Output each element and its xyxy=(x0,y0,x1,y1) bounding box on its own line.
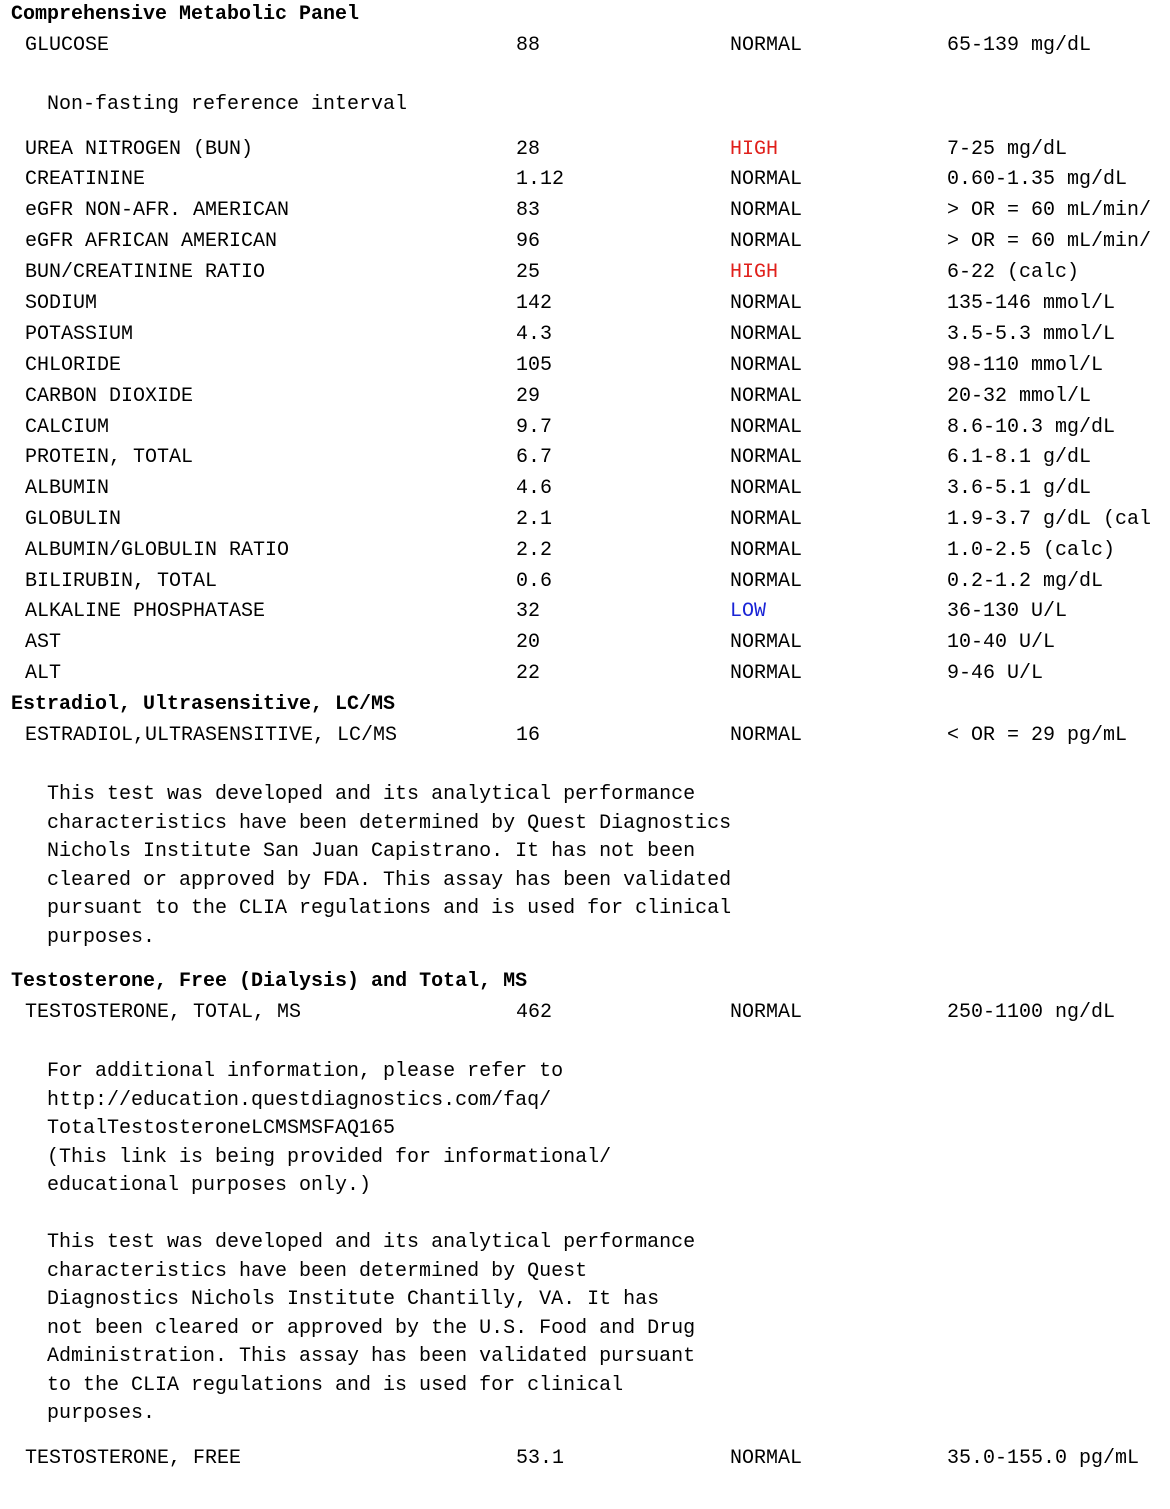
reference-range: 0.60-1.35 mg/dL xyxy=(947,168,1128,191)
section-title-cmp: Comprehensive Metabolic Panel xyxy=(11,3,360,26)
reference-range: 36-130 U/L xyxy=(947,600,1068,623)
result-row-potassium xyxy=(0,321,1116,349)
result-flag: NORMAL xyxy=(730,1447,803,1470)
note-line: Diagnostics Nichols Institute Chantilly, VA. It has xyxy=(47,1288,660,1311)
note-line: For additional information, please refer to xyxy=(47,1060,564,1083)
result-row-chloride xyxy=(0,352,1104,380)
test-name: eGFR NON-AFR. AMERICAN xyxy=(25,199,290,222)
test-name: AST xyxy=(25,631,62,654)
result-row-egfr-afr xyxy=(0,228,1152,256)
result-flag-low: LOW xyxy=(730,600,767,623)
result-value: 22 xyxy=(516,662,541,685)
reference-range: 20-32 mmol/L xyxy=(947,385,1092,408)
reference-range: 7-25 mg/dL xyxy=(947,138,1068,161)
reference-range: > OR = 60 mL/min/ xyxy=(947,230,1152,253)
result-flag: NORMAL xyxy=(730,34,803,57)
test-name: GLUCOSE xyxy=(25,34,110,57)
result-value: 2.2 xyxy=(516,539,553,562)
reference-range: < OR = 29 pg/mL xyxy=(947,724,1128,747)
test-name: ALKALINE PHOSPHATASE xyxy=(25,600,266,623)
note-link-line: http://education.questdiagnostics.com/faq/ xyxy=(47,1089,552,1112)
reference-range: 1.9-3.7 g/dL (cal xyxy=(947,508,1152,531)
result-value: 9.7 xyxy=(516,416,553,439)
note-line: Administration. This assay has been validated pursuant xyxy=(47,1345,696,1368)
result-row-alkaline-phosphatase xyxy=(0,598,1068,626)
result-value: 16 xyxy=(516,724,541,747)
note-line: characteristics have been determined by Quest xyxy=(47,1260,588,1283)
result-flag: NORMAL xyxy=(730,385,803,408)
note-line: purposes. xyxy=(47,926,156,949)
reference-range: 6-22 (calc) xyxy=(947,261,1080,284)
result-value: 29 xyxy=(516,385,541,408)
note-line: characteristics have been determined by Quest Diagnostics xyxy=(47,812,732,835)
result-flag-high: HIGH xyxy=(730,261,779,284)
test-name: ALT xyxy=(25,662,62,685)
section-title-testosterone: Testosterone, Free (Dialysis) and Total, MS xyxy=(11,970,528,993)
test-name: PROTEIN, TOTAL xyxy=(25,446,194,469)
result-row-bilirubin-total xyxy=(0,568,1104,596)
test-name: ESTRADIOL,ULTRASENSITIVE, LC/MS xyxy=(25,724,398,747)
result-value: 2.1 xyxy=(516,508,553,531)
test-name: GLOBULIN xyxy=(25,508,122,531)
result-row-protein-total xyxy=(0,444,1092,472)
note-line: cleared or approved by FDA. This assay has been validated xyxy=(47,869,732,892)
result-flag: NORMAL xyxy=(730,230,803,253)
reference-range: 3.5-5.3 mmol/L xyxy=(947,323,1116,346)
test-name: CHLORIDE xyxy=(25,354,122,377)
note-line: to the CLIA regulations and is used for clinical xyxy=(47,1374,624,1397)
result-value: 142 xyxy=(516,292,553,315)
note-line: Nichols Institute San Juan Capistrano. It has not been xyxy=(47,840,696,863)
reference-range: 0.2-1.2 mg/dL xyxy=(947,570,1104,593)
reference-range: > OR = 60 mL/min/ xyxy=(947,199,1152,222)
reference-range: 8.6-10.3 mg/dL xyxy=(947,416,1116,439)
result-value: 28 xyxy=(516,138,541,161)
result-flag: NORMAL xyxy=(730,199,803,222)
result-row-calcium xyxy=(0,414,1116,442)
result-value: 88 xyxy=(516,34,541,57)
result-flag: NORMAL xyxy=(730,508,803,531)
result-row-globulin xyxy=(0,506,1152,534)
test-name: BILIRUBIN, TOTAL xyxy=(25,570,218,593)
result-flag: NORMAL xyxy=(730,354,803,377)
result-row-albumin xyxy=(0,475,1092,503)
reference-range: 9-46 U/L xyxy=(947,662,1044,685)
result-row-carbon-dioxide xyxy=(0,383,1092,411)
result-row-creatinine xyxy=(0,166,1128,194)
result-value: 0.6 xyxy=(516,570,553,593)
reference-range: 3.6-5.1 g/dL xyxy=(947,477,1092,500)
reference-range: 98-110 mmol/L xyxy=(947,354,1104,377)
result-flag: NORMAL xyxy=(730,539,803,562)
note-line: purposes. xyxy=(47,1402,156,1425)
result-value: 105 xyxy=(516,354,553,377)
result-row-estradiol xyxy=(0,722,1128,750)
test-name: eGFR AFRICAN AMERICAN xyxy=(25,230,278,253)
result-flag: NORMAL xyxy=(730,168,803,191)
result-row-ast xyxy=(0,629,1056,657)
result-flag: NORMAL xyxy=(730,1001,803,1024)
test-name: CREATININE xyxy=(25,168,146,191)
test-name: CALCIUM xyxy=(25,416,110,439)
reference-range: 35.0-155.0 pg/mL xyxy=(947,1447,1140,1470)
result-row-egfr-non-afr xyxy=(0,197,1152,225)
result-flag: NORMAL xyxy=(730,416,803,439)
reference-range: 135-146 mmol/L xyxy=(947,292,1116,315)
reference-range: 10-40 U/L xyxy=(947,631,1056,654)
result-row-testosterone-free xyxy=(0,1445,1140,1473)
result-row-testosterone-total xyxy=(0,999,1116,1027)
result-value: 1.12 xyxy=(516,168,565,191)
result-value: 462 xyxy=(516,1001,553,1024)
result-flag: NORMAL xyxy=(730,477,803,500)
note-line: Non-fasting reference interval xyxy=(47,93,408,116)
result-value: 83 xyxy=(516,199,541,222)
test-name: TESTOSTERONE, TOTAL, MS xyxy=(25,1001,302,1024)
result-row-albumin-globulin-ratio xyxy=(0,537,1116,565)
reference-range: 250-1100 ng/dL xyxy=(947,1001,1116,1024)
reference-range: 65-139 mg/dL xyxy=(947,34,1092,57)
result-row-alt xyxy=(0,660,1044,688)
result-row-glucose xyxy=(0,32,1092,60)
result-value: 4.3 xyxy=(516,323,553,346)
result-flag: NORMAL xyxy=(730,446,803,469)
test-name: ALBUMIN/GLOBULIN RATIO xyxy=(25,539,290,562)
result-value: 96 xyxy=(516,230,541,253)
note-line: not been cleared or approved by the U.S. Food and Drug xyxy=(47,1317,696,1340)
test-name: ALBUMIN xyxy=(25,477,110,500)
test-name: POTASSIUM xyxy=(25,323,134,346)
result-value: 32 xyxy=(516,600,541,623)
note-line: pursuant to the CLIA regulations and is used for clinical xyxy=(47,897,732,920)
result-flag: NORMAL xyxy=(730,724,803,747)
note-line: This test was developed and its analytical performance xyxy=(47,783,696,806)
test-name: SODIUM xyxy=(25,292,98,315)
result-flag: NORMAL xyxy=(730,631,803,654)
result-flag-high: HIGH xyxy=(730,138,779,161)
result-value: 4.6 xyxy=(516,477,553,500)
test-name: BUN/CREATININE RATIO xyxy=(25,261,266,284)
result-row-sodium xyxy=(0,290,1116,318)
test-name: TESTOSTERONE, FREE xyxy=(25,1447,242,1470)
result-value: 6.7 xyxy=(516,446,553,469)
reference-range: 6.1-8.1 g/dL xyxy=(947,446,1092,469)
result-row-bun-creatinine-ratio xyxy=(0,259,1080,287)
result-flag: NORMAL xyxy=(730,323,803,346)
result-flag: NORMAL xyxy=(730,662,803,685)
result-value: 25 xyxy=(516,261,541,284)
reference-range: 1.0-2.5 (calc) xyxy=(947,539,1116,562)
note-line: (This link is being provided for informational/ xyxy=(47,1146,612,1169)
result-flag: NORMAL xyxy=(730,570,803,593)
note-line: This test was developed and its analytical performance xyxy=(47,1231,696,1254)
result-value: 53.1 xyxy=(516,1447,565,1470)
result-flag: NORMAL xyxy=(730,292,803,315)
test-name: CARBON DIOXIDE xyxy=(25,385,194,408)
section-title-estradiol: Estradiol, Ultrasensitive, LC/MS xyxy=(11,693,396,716)
test-name: UREA NITROGEN (BUN) xyxy=(25,138,254,161)
result-row-bun xyxy=(0,136,1068,164)
note-link-line: TotalTestosteroneLCMSMSFAQ165 xyxy=(47,1117,396,1140)
result-value: 20 xyxy=(516,631,541,654)
note-line: educational purposes only.) xyxy=(47,1174,372,1197)
